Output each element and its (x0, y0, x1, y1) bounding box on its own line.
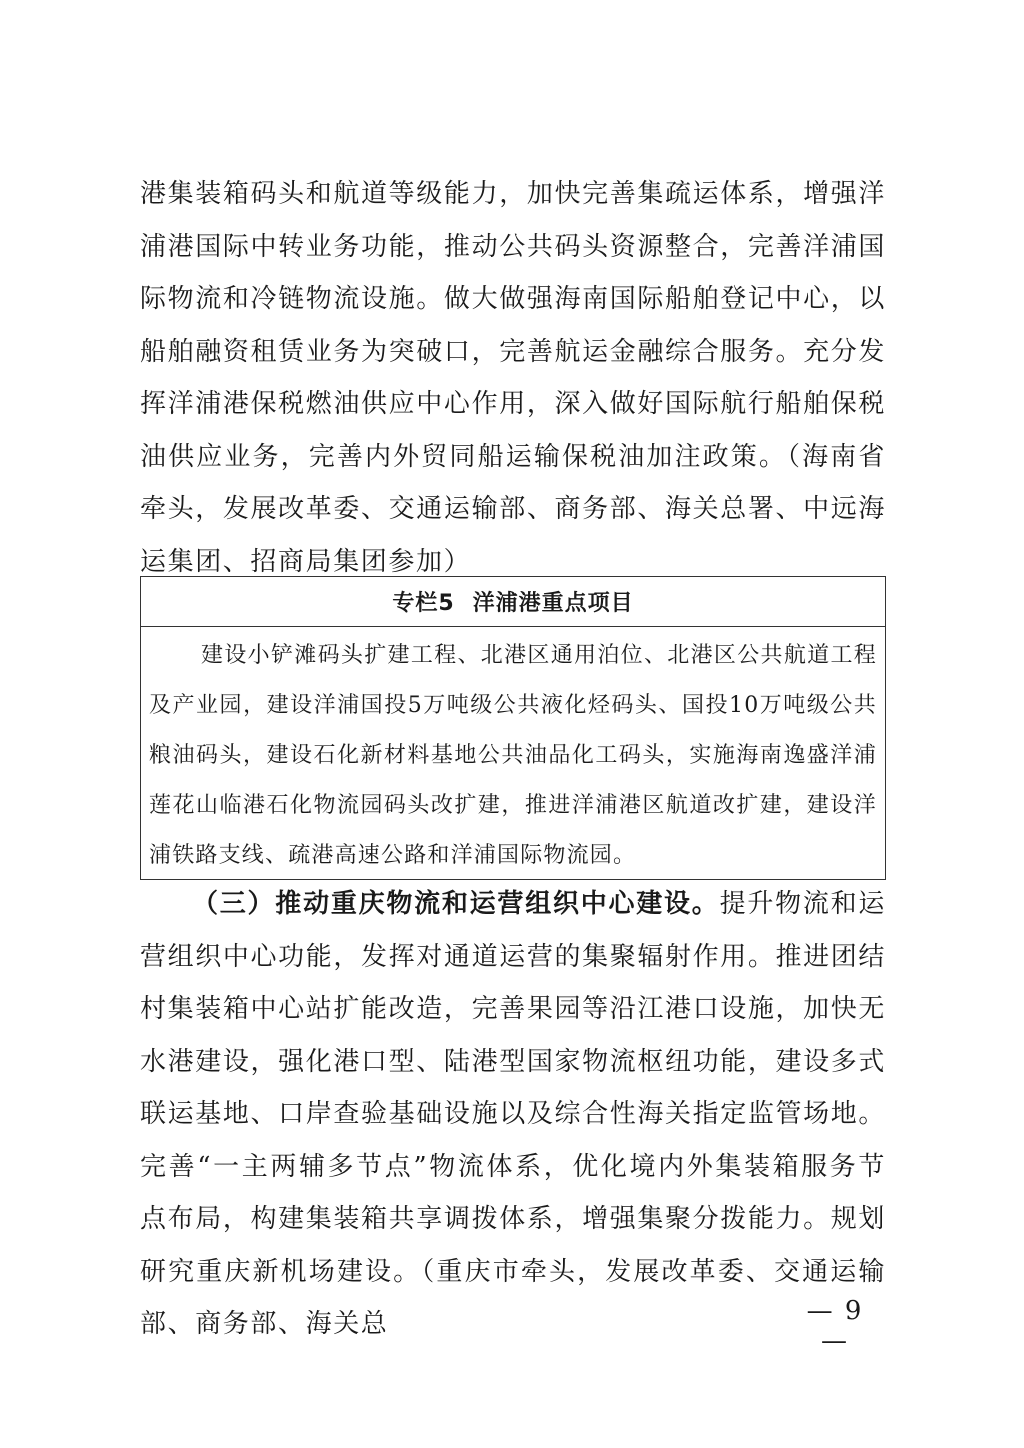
feature-box-body: 建设小铲滩码头扩建工程、北港区通用泊位、北港区公共航道工程及产业园，建设洋浦国投5万吨级公共液化烃码头、国投10万吨级公共粮油码头，建设石化新材料基地公共油品化工码头，实施海南逸盛洋浦莲花山临港石化物流园码头改扩建，推进洋浦港区航道改扩建，建设洋浦铁路支线、疏港高速公路和洋浦国际物流园。 (149, 643, 877, 868)
section-paragraph (140, 878, 886, 1351)
feature-box-heading: 洋浦港重点项目 (472, 591, 634, 616)
section-body: 提升物流和运营组织中心功能，发挥对通道运营的集聚辐射作用。推进团结村集装箱中心站扩能改造，完善果园等沿江港口设施，加快无水港建设，强化港口型、陆港型国家物流枢纽功能，建设多式联运基地、口岸查验基础设施以及综合性海关指定监管场地。完善“一主两辅多节点”物流体系，优化境内外集装箱服务节点布局，构建集装箱共享调拨体系，增强集聚分拨能力。规划研究重庆新机场建设。（重庆市牵头，发展改革委、交通运输部、商务部、海关总 (140, 889, 886, 1339)
body-paragraph: 港集装箱码头和航道等级能力，加快完善集疏运体系，增强洋浦港国际中转业务功能，推动公共码头资源整合，完善洋浦国际物流和冷链物流设施。做大做强海南国际船舶登记中心，以船舶融资租赁业务为突破口，完善航运金融综合服务。充分发挥洋浦港保税燃油供应中心作用，深入做好国际航行船舶保税油供应业务，完善内外贸同船运输保税油加注政策。（海南省牵头，发展改革委、交通运输部、商务部、海关总署、中远海运集团、招商局集团参加） (140, 179, 886, 577)
feature-box-number: 专栏5 (392, 591, 455, 616)
page-number: — 9 — (806, 1296, 864, 1356)
section-heading: （三）推动重庆物流和运营组织中心建设。 (192, 889, 720, 919)
feature-box-title (141, 577, 885, 627)
feature-box (140, 576, 886, 880)
